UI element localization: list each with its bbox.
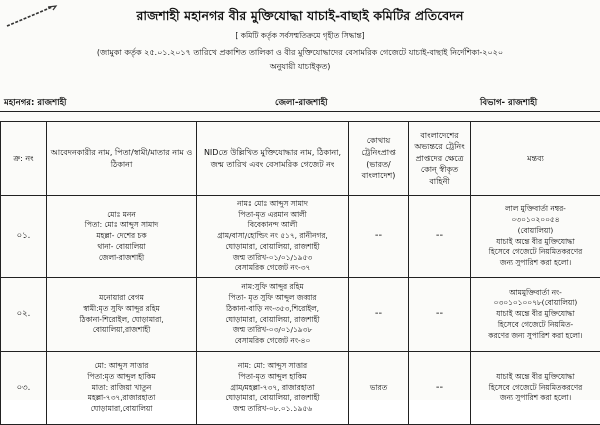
applicant-line: মনোয়ারা বেগম — [49, 293, 194, 304]
remarks-line: জন্য সুপারিশ করা হলো। — [473, 393, 598, 404]
applicant-line: ঠিকানা-শিরোইল, ঘোড়ামারা, — [49, 315, 194, 326]
remarks-line: ০৩০১০২০০৫৪ — [473, 215, 598, 226]
training-cell: -- — [349, 278, 409, 352]
serial-cell: ০২. — [1, 278, 47, 352]
report-header — [0, 8, 600, 74]
remarks-line: জন্য সুপারিশ করা হলো। — [473, 258, 598, 269]
applicant-cell — [47, 278, 197, 352]
remarks-line: হিসেবে গেজেটে নিয়মিত- — [473, 320, 598, 331]
nid-line: নামঃ মোঃ আব্দুস সামাদ — [199, 199, 346, 210]
force-cell: -- — [409, 196, 471, 278]
nid-cell — [197, 196, 349, 278]
force-cell: -- — [409, 278, 471, 352]
applicant-cell — [47, 352, 197, 425]
nid-line: নাম: মো: আব্দুস সাত্তার — [199, 361, 346, 372]
table-header-row — [1, 122, 600, 196]
training-cell: ভারত — [349, 352, 409, 425]
bibhag-label: বিভাগ- রাজশাহী — [480, 96, 537, 110]
col-header-force: বাংলাদেশের অভ্যন্তরে ট্রেনিং প্রাপ্তদের ক্ষেত্রে কোন্ স্বীকৃত বাহিনী — [409, 122, 471, 196]
col-header-serial: ক্র: নং — [1, 122, 47, 196]
applicant-line: জেলা-রাজশাহী — [49, 253, 194, 264]
nid-line: ঘোড়ামারা, বোয়ালিয়া, রাজশাহী — [199, 242, 346, 253]
nid-line: পিতা- মৃত সুফি আব্দুল জব্বার — [199, 293, 346, 304]
nid-line: জন্ম তারিখ-০৩/০১/১৯৩৮ — [199, 325, 346, 336]
nid-line: জন্ম তারিখ-০৮.০১.১৯৫৬ — [199, 404, 346, 415]
applicant-line: স্বামী:মৃত সুফি আব্দুর রহিম — [49, 304, 194, 315]
nid-line: গ্রাম/মহল্লা-৭৩৭, রাজারহাতা — [199, 383, 346, 394]
applicant-line: পিতা: মোঃ আব্দুস সামাদ — [49, 220, 194, 231]
applicant-line: মহল্লা-৭৩৭,রাজারহাতা — [49, 393, 194, 404]
remarks-line: ০৩০১০১০০৭৮(বোয়ালিয়া) — [473, 298, 598, 309]
report-note-line-1: (জামুকা কর্তৃক ২৫.০১.২০১৭ তারিখে প্রকাশিত তালিকা ও বীর মুক্তিযোদ্ধাদের বেসামরিক গেজেটে যাচাই-বাছাই নির্দেশিকা-২০২০ — [0, 47, 600, 60]
verification-table — [0, 121, 600, 425]
remarks-line: হিসেবে গেজেটে নিয়মিতকরণের — [473, 247, 598, 258]
applicant-line: বোয়ালিয়া,রাজশাহী — [49, 325, 194, 336]
remarks-cell — [471, 278, 600, 352]
col-header-remarks: মন্তব্য — [471, 122, 600, 196]
col-header-applicant: আবেদনকারীর নাম, পিতা/স্বামী/মাতার নাম ও ঠিকানা — [47, 122, 197, 196]
remarks-line: (বোয়ালিয়া) — [473, 226, 598, 237]
remarks-cell — [471, 352, 600, 425]
nid-line: বিবেকানন্দ আলী — [199, 220, 346, 231]
applicant-line: মোঃ মনন — [49, 210, 194, 221]
applicant-line: ঘোড়ামারা,বোয়ালিয়া — [49, 404, 194, 415]
training-cell: -- — [349, 196, 409, 278]
nid-line: পিতা-মৃত এরমান আলী — [199, 210, 346, 221]
remarks-line: যাচাই অন্তে বীর মুক্তিযোদ্ধা — [473, 237, 598, 248]
nid-line: ঘোড়ামারা, বোয়ালিয়া, রাজশাহী — [199, 315, 346, 326]
zila-label: জেলা-রাজশাহী — [275, 96, 328, 110]
applicant-line: মহল্লা- দেশের চক — [49, 231, 194, 242]
table-row — [1, 196, 600, 278]
remarks-line: আমমুক্তিবার্তা নং- — [473, 288, 598, 299]
applicant-line: মো: আব্দুস সাত্তার — [49, 361, 194, 372]
applicant-cell — [47, 196, 197, 278]
force-cell: -- — [409, 352, 471, 425]
remarks-line: করণের জন্য সুপারিশ করা হলো। — [473, 331, 598, 342]
mohanagar-label: মহানগর: রাজশাহী — [4, 96, 66, 110]
nid-line: বেসামরিক গেজেট নং-৩৭ — [199, 263, 346, 274]
applicant-line: পিতা:মৃত আব্দুল হাকিম — [49, 372, 194, 383]
col-header-training: কোথায় ট্রেনিংপ্রাপ্ত (ভারত/ বাংলাদেশ) — [349, 122, 409, 196]
applicant-line: মাতা: রাজিয়া খাতুন — [49, 383, 194, 394]
remarks-line: লাল মুক্তিবার্তা নম্বর- — [473, 204, 598, 215]
nid-line: পিতা-মৃত আব্দুল হাকিম — [199, 372, 346, 383]
serial-cell: ০১. — [1, 196, 47, 278]
table-row — [1, 278, 600, 352]
nid-line: ঠিকানা-বাড়ি নং-৩৫৩,শিরোইল, — [199, 304, 346, 315]
nid-cell — [197, 278, 349, 352]
nid-line: গ্রাম/বাসা/হোল্ডিং নং ৫১৭, রানীনগর, — [199, 231, 346, 242]
report-note-line-2: অনুযায়ী যাচাইকৃত) — [0, 61, 600, 74]
remarks-line: হিসেবে গেজেটে নিয়মিতকরণের — [473, 383, 598, 394]
table-row — [1, 352, 600, 425]
nid-line: বেসামরিক গেজেট নং-৪০ — [199, 336, 346, 347]
nid-line: ঘোড়ামারা, বোয়ালিয়া, রাজশাহী — [199, 393, 346, 404]
nid-line: নাম:সুফি আব্দুর রহিম — [199, 282, 346, 293]
remarks-line: যাচাই অন্তে বীর মুক্তিযোদ্ধা — [473, 372, 598, 383]
report-title: রাজশাহী মহানগর বীর মুক্তিযোদ্ধা যাচাই-বাছাই কমিটির প্রতিবেদন — [0, 8, 600, 28]
nid-line: জন্ম তারিখ-০১/০১/১৯৫৩ — [199, 253, 346, 264]
col-header-nid: NIDতে উল্লিখিত মুক্তিযোদ্ধার নাম, ঠিকানা, জন্ম তারিখ এবং বেসামরিক গেজেট নং — [197, 122, 349, 196]
remarks-line: যাচাই অন্তে বীর মুক্তিযোদ্ধা — [473, 309, 598, 320]
serial-cell: ০৩. — [1, 352, 47, 425]
location-row — [0, 96, 600, 112]
nid-cell — [197, 352, 349, 425]
report-subtitle: [ কমিটি কর্তৃক সর্বসম্মতিক্রমে গৃহীত সিদ্ধান্ত] — [0, 31, 600, 43]
divider-line — [0, 111, 600, 112]
remarks-cell — [471, 196, 600, 278]
applicant-line: থানা- বোয়ালিয়া — [49, 242, 194, 253]
